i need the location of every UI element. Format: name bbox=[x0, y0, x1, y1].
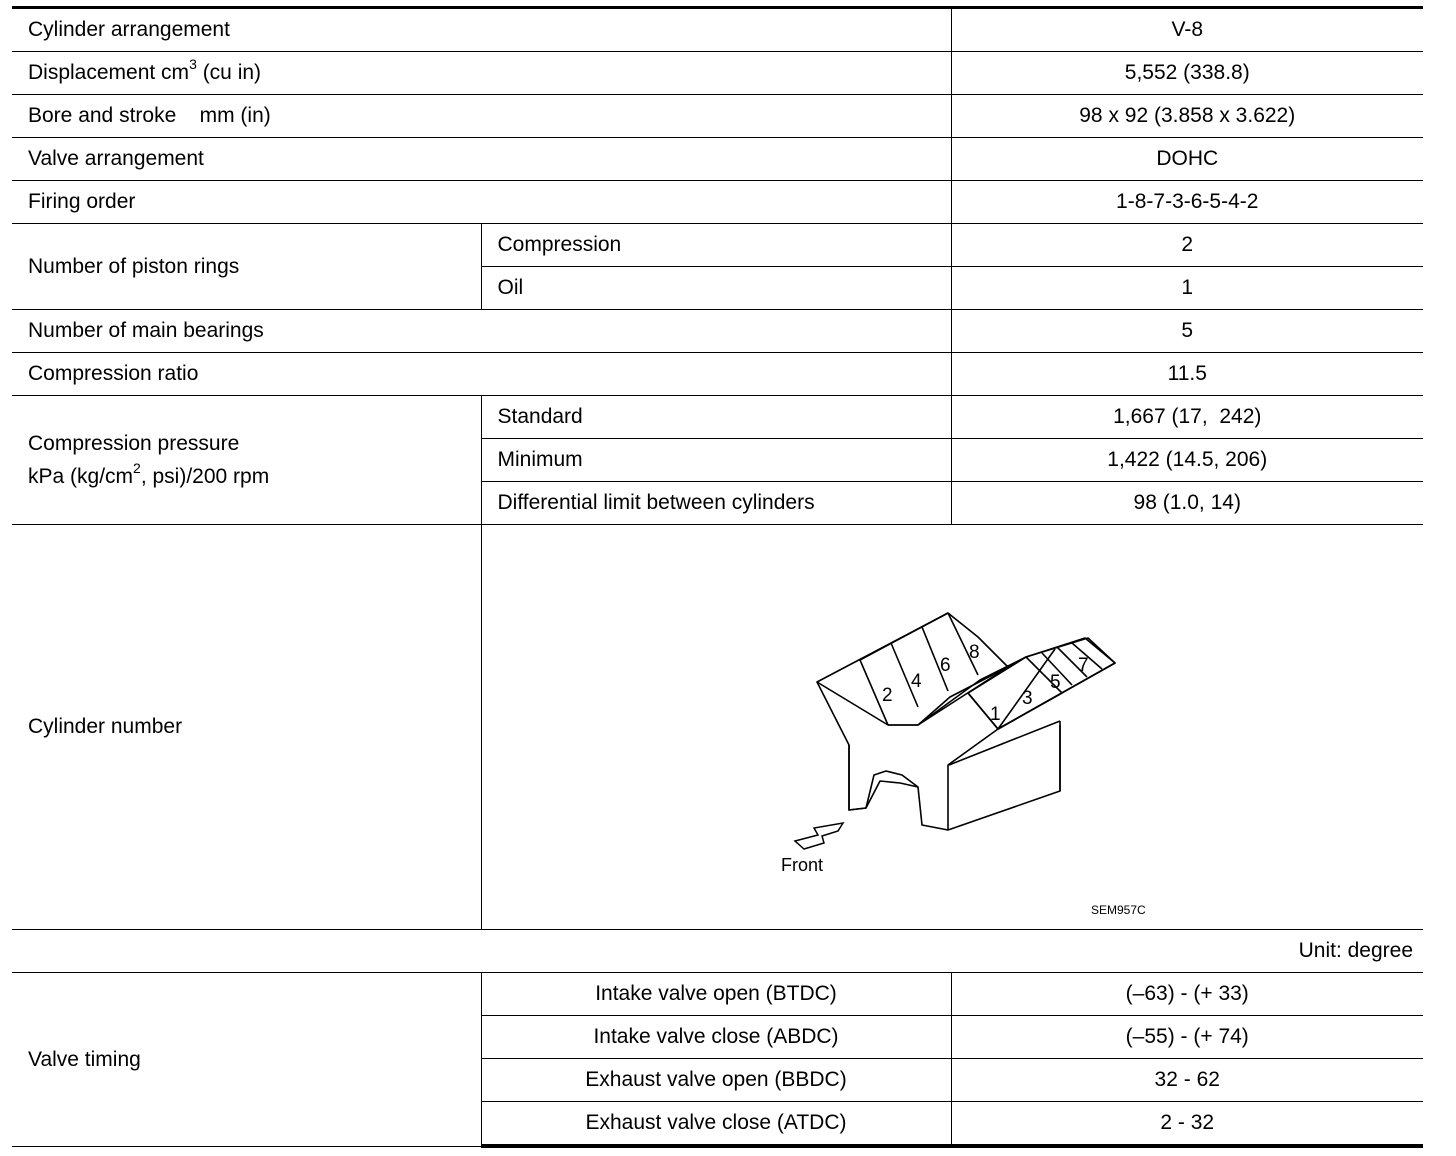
valve-timing-item-label: Intake valve open (BTDC) bbox=[481, 973, 951, 1016]
cylinder-arrangement-label: Cylinder arrangement bbox=[12, 8, 951, 52]
valve-timing-item-value: (–55) - (+ 74) bbox=[951, 1016, 1423, 1059]
compression-rings-value: 2 bbox=[951, 224, 1423, 267]
minimum-label: Minimum bbox=[481, 439, 951, 482]
compression-ratio-label: Compression ratio bbox=[12, 353, 951, 396]
cylinder-label: 1 bbox=[989, 704, 1001, 725]
oil-rings-label: Oil bbox=[481, 267, 951, 310]
table-row bbox=[12, 973, 1423, 1016]
valve-timing-item-value: 32 - 62 bbox=[951, 1059, 1423, 1102]
unit-note: Unit: degree bbox=[12, 930, 1423, 973]
table-row bbox=[12, 52, 1423, 95]
cylinder-arrangement-value: V-8 bbox=[951, 8, 1423, 52]
firing-order-value: 1-8-7-3-6-5-4-2 bbox=[951, 181, 1423, 224]
piston-rings-label: Number of piston rings bbox=[12, 224, 481, 310]
displacement-label: Displacement $cm^3$ (cu in) bbox=[12, 52, 951, 95]
valve-timing-item-label: Intake valve close (ABDC) bbox=[481, 1016, 951, 1059]
front-label: Front bbox=[780, 855, 823, 875]
cylinder-label: 4 bbox=[910, 671, 922, 692]
cylinder-label: 5 bbox=[1049, 672, 1061, 693]
displacement-value: 5,552 (338.8) bbox=[951, 52, 1423, 95]
figure-code: SEM957C bbox=[1090, 903, 1146, 917]
valve-timing-item-label: Exhaust valve close (ATDC) bbox=[481, 1102, 951, 1147]
bore-stroke-value: 98 x 92 (3.858 x 3.622) bbox=[951, 95, 1423, 138]
valve-arrangement-value: DOHC bbox=[951, 138, 1423, 181]
engine-block-illustration bbox=[482, 525, 1422, 929]
differential-limit-label: Differential limit between cylinders bbox=[481, 482, 951, 525]
table-row bbox=[12, 930, 1423, 973]
table-row bbox=[12, 95, 1423, 138]
main-bearings-label: Number of main bearings bbox=[12, 310, 951, 353]
cylinder-number-figure-cell bbox=[481, 525, 1423, 930]
cylinder-label: 6 bbox=[939, 655, 951, 676]
compression-ratio-value: 11.5 bbox=[951, 353, 1423, 396]
valve-timing-item-value: (–63) - (+ 33) bbox=[951, 973, 1423, 1016]
standard-value: 1,667 (17, 242) bbox=[951, 396, 1423, 439]
valve-arrangement-label: Valve arrangement bbox=[12, 138, 951, 181]
cylinder-label: 8 bbox=[968, 642, 980, 663]
standard-label: Standard bbox=[481, 396, 951, 439]
table-row bbox=[12, 8, 1423, 52]
main-bearings-value: 5 bbox=[951, 310, 1423, 353]
table-row bbox=[12, 310, 1423, 353]
valve-timing-item-value: 2 - 32 bbox=[951, 1102, 1423, 1147]
table-row bbox=[12, 181, 1423, 224]
cylinder-label: 2 bbox=[881, 685, 893, 706]
table-row bbox=[12, 396, 1423, 439]
compression-rings-label: Compression bbox=[481, 224, 951, 267]
v8-engine-diagram bbox=[482, 525, 1422, 929]
table-row bbox=[12, 353, 1423, 396]
oil-rings-value: 1 bbox=[951, 267, 1423, 310]
table-row bbox=[12, 525, 1423, 930]
valve-timing-label: Valve timing bbox=[12, 973, 481, 1147]
cylinder-label: 7 bbox=[1077, 655, 1089, 676]
minimum-value: 1,422 (14.5, 206) bbox=[951, 439, 1423, 482]
firing-order-label: Firing order bbox=[12, 181, 951, 224]
differential-limit-value: 98 (1.0, 14) bbox=[951, 482, 1423, 525]
cylinder-label: 3 bbox=[1021, 688, 1033, 709]
compression-pressure-label: Compression pressure kPa ($kg/cm^2$, psi)/200 rpm bbox=[12, 396, 481, 525]
engine-spec-table bbox=[12, 6, 1423, 1148]
table-row bbox=[12, 224, 1423, 267]
cylinder-number-label: Cylinder number bbox=[12, 525, 481, 930]
front-arrow-icon bbox=[795, 823, 843, 849]
valve-timing-item-label: Exhaust valve open (BBDC) bbox=[481, 1059, 951, 1102]
bore-stroke-label: Bore and stroke mm (in) bbox=[12, 95, 951, 138]
table-row bbox=[12, 138, 1423, 181]
